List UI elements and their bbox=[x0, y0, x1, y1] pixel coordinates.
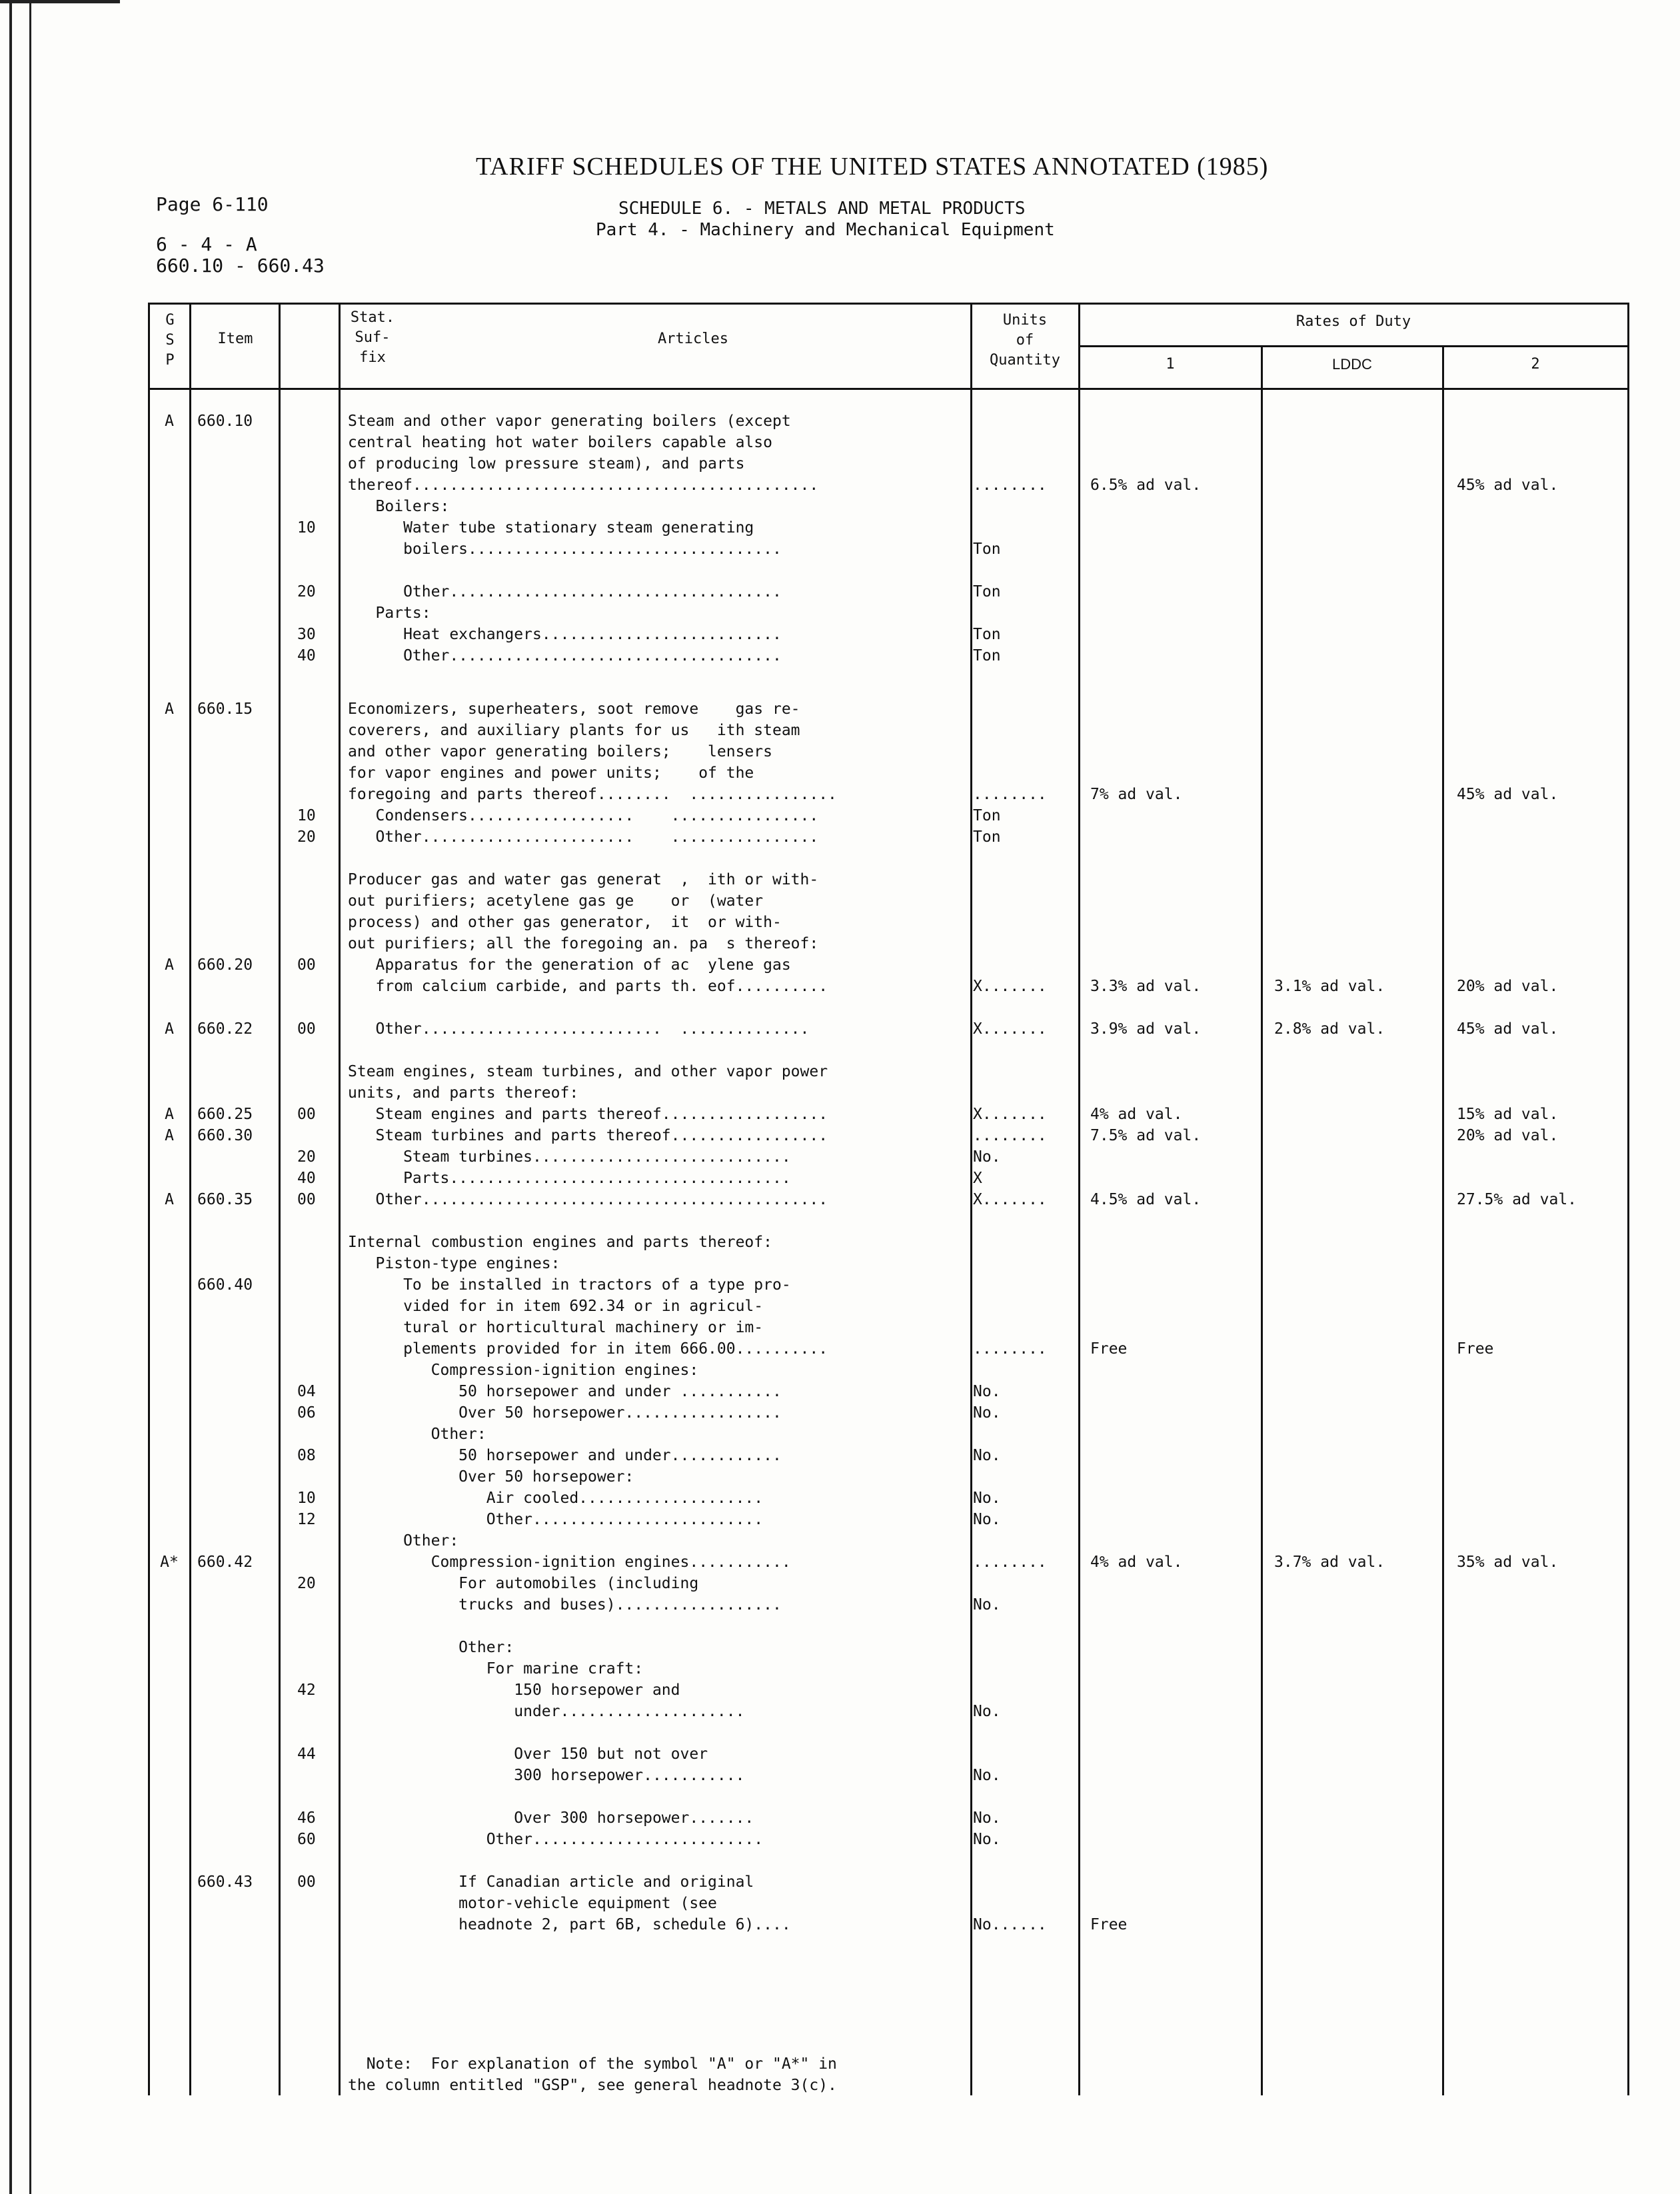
stat-suffix: 20 bbox=[297, 1148, 316, 1166]
main-title: TARIFF SCHEDULES OF THE UNITED STATES ANNOTATED (1985) bbox=[476, 153, 1269, 181]
binder-line-right bbox=[29, 0, 31, 2194]
article-text: Boilers: bbox=[348, 498, 450, 515]
units-cell: Ton bbox=[973, 647, 1001, 664]
col-border-gsp bbox=[189, 303, 191, 2095]
units-cell: Ton bbox=[973, 828, 1001, 846]
units-cell: No. bbox=[973, 1383, 1001, 1400]
units-cell: No. bbox=[973, 1490, 1001, 1507]
article-text: out purifiers; all the foregoing an. pa s thereof: bbox=[348, 935, 819, 952]
rate-col-1: Free bbox=[1090, 1340, 1128, 1358]
col-border-left bbox=[148, 303, 150, 2095]
article-text: Heat exchangers.......................... bbox=[348, 626, 782, 643]
article-text: For automobiles (including bbox=[348, 1575, 699, 1592]
table-top-border bbox=[148, 303, 1629, 305]
header-stat: Stat. Suf- fix bbox=[350, 309, 395, 366]
article-text: boilers.................................. bbox=[348, 541, 782, 558]
stat-suffix: 30 bbox=[297, 626, 316, 643]
units-cell: No. bbox=[973, 1404, 1001, 1422]
stat-suffix: 04 bbox=[297, 1383, 316, 1400]
rate-col-2: 45% ad val. bbox=[1457, 1020, 1559, 1038]
rate-col-2: 20% ad val. bbox=[1457, 978, 1559, 995]
article-text: 300 horsepower........... bbox=[348, 1767, 745, 1784]
article-text: tural or horticultural machinery or im- bbox=[348, 1319, 764, 1336]
rate-col-2: 27.5% ad val. bbox=[1457, 1191, 1577, 1208]
header-item: Item bbox=[217, 331, 253, 347]
article-text: Producer gas and water gas generat , ith or with- bbox=[348, 871, 819, 888]
units-cell: X....... bbox=[973, 978, 1047, 995]
article-text: Over 50 horsepower................. bbox=[348, 1404, 782, 1422]
item-number: 660.30 bbox=[197, 1127, 253, 1144]
article-text: Other: bbox=[348, 1532, 459, 1550]
item-number: 660.42 bbox=[197, 1554, 253, 1571]
article-text: Compression-ignition engines........... bbox=[348, 1554, 791, 1571]
units-cell: ........ bbox=[973, 1554, 1047, 1571]
rate-col-1: 7% ad val. bbox=[1090, 786, 1183, 803]
rate-col-2: 20% ad val. bbox=[1457, 1127, 1559, 1144]
units-cell: No...... bbox=[973, 1916, 1047, 1933]
units-cell: X....... bbox=[973, 1191, 1047, 1208]
header-rates-of-duty: Rates of Duty bbox=[1295, 313, 1411, 330]
units-cell: ........ bbox=[973, 477, 1047, 494]
rate-col-1: 6.5% ad val. bbox=[1090, 477, 1202, 494]
units-cell: ........ bbox=[973, 1340, 1047, 1358]
article-text: Other.................................... bbox=[348, 647, 782, 664]
article-text: process) and other gas generator, it or with- bbox=[348, 914, 782, 931]
item-number: 660.40 bbox=[197, 1276, 253, 1294]
units-cell: Ton bbox=[973, 626, 1001, 643]
units-cell: No. bbox=[973, 1809, 1001, 1827]
col-border-rate1 bbox=[1261, 345, 1263, 2095]
article-text: Steam turbines and parts thereof................. bbox=[348, 1127, 828, 1144]
item-range: 660.10 - 660.43 bbox=[156, 255, 325, 277]
article-text: Other......................... bbox=[348, 1511, 764, 1528]
item-number: 660.25 bbox=[197, 1106, 253, 1123]
stat-suffix: 46 bbox=[297, 1809, 316, 1827]
article-text: out purifiers; acetylene gas ge or (water bbox=[348, 892, 764, 910]
article-text: and other vapor generating boilers; lensers bbox=[348, 743, 772, 760]
item-number: 660.10 bbox=[197, 413, 253, 430]
gsp-cell: A bbox=[165, 700, 174, 718]
stat-suffix: 00 bbox=[297, 1020, 316, 1038]
gsp-cell: A bbox=[165, 1191, 174, 1208]
article-text: for vapor engines and power units; of the bbox=[348, 764, 754, 782]
stat-suffix: 00 bbox=[297, 1873, 316, 1891]
article-text: Economizers, superheaters, soot remove gas re- bbox=[348, 700, 800, 718]
header-units: Units of Quantity bbox=[990, 312, 1060, 369]
col-border-stat bbox=[339, 303, 341, 2095]
article-text: thereof............................................ bbox=[348, 477, 819, 494]
article-text: Steam turbines............................ bbox=[348, 1148, 791, 1166]
article-text: motor-vehicle equipment (see bbox=[348, 1895, 717, 1912]
stat-suffix: 60 bbox=[297, 1831, 316, 1848]
article-text: 150 horsepower and bbox=[348, 1681, 680, 1699]
header-gsp: G S P bbox=[165, 312, 175, 369]
page-number: Page 6-110 bbox=[156, 193, 269, 215]
header-rate-col-2: 2 bbox=[1531, 356, 1540, 373]
article-text: Parts..................................... bbox=[348, 1170, 791, 1187]
header-bottom-border bbox=[148, 388, 1629, 390]
units-cell: No. bbox=[973, 1831, 1001, 1848]
stat-suffix: 00 bbox=[297, 956, 316, 974]
article-text: To be installed in tractors of a type pro- bbox=[348, 1276, 791, 1294]
article-text: Other.......................... .............. bbox=[348, 1020, 810, 1038]
gsp-cell: A bbox=[165, 1127, 174, 1144]
col-border-item bbox=[279, 303, 281, 2095]
rate-col-2: 15% ad val. bbox=[1457, 1106, 1559, 1123]
article-text: Over 300 horsepower....... bbox=[348, 1809, 754, 1827]
article-text: Steam and other vapor generating boilers (except bbox=[348, 413, 791, 430]
stat-suffix: 40 bbox=[297, 1170, 316, 1187]
rate-col-1: 4% ad val. bbox=[1090, 1106, 1183, 1123]
units-cell: No. bbox=[973, 1511, 1001, 1528]
part-title: Part 4. - Machinery and Mechanical Equipment bbox=[596, 220, 1055, 240]
article-text: For marine craft: bbox=[348, 1660, 644, 1677]
footnote-line-2: the column entitled "GSP", see general headnote 3(c). bbox=[348, 2077, 837, 2094]
stat-suffix: 06 bbox=[297, 1404, 316, 1422]
article-text: Piston-type engines: bbox=[348, 1255, 560, 1272]
rate-col-1: 4.5% ad val. bbox=[1090, 1191, 1202, 1208]
gsp-cell: A bbox=[165, 413, 174, 430]
schedule-title: SCHEDULE 6. - METALS AND METAL PRODUCTS bbox=[618, 199, 1026, 219]
units-cell: No. bbox=[973, 1596, 1001, 1614]
stat-suffix: 10 bbox=[297, 1490, 316, 1507]
stat-suffix: 42 bbox=[297, 1681, 316, 1699]
stat-suffix: 00 bbox=[297, 1106, 316, 1123]
article-text: vided for in item 692.34 or in agricul- bbox=[348, 1298, 764, 1315]
rate-col-2: 45% ad val. bbox=[1457, 786, 1559, 803]
article-text: trucks and buses).................. bbox=[348, 1596, 782, 1614]
article-text: foregoing and parts thereof........ ................ bbox=[348, 786, 837, 803]
rate-col-1: Free bbox=[1090, 1916, 1128, 1933]
col-border-articles bbox=[970, 303, 972, 2095]
article-text: Other............................................ bbox=[348, 1191, 828, 1208]
article-text: headnote 2, part 6B, schedule 6).... bbox=[348, 1916, 791, 1933]
article-text: Parts: bbox=[348, 604, 431, 622]
units-cell: Ton bbox=[973, 583, 1001, 600]
stat-suffix: 20 bbox=[297, 583, 316, 600]
units-cell: ........ bbox=[973, 1127, 1047, 1144]
stat-suffix: 00 bbox=[297, 1191, 316, 1208]
rate-col-1: 3.3% ad val. bbox=[1090, 978, 1202, 995]
units-cell: No. bbox=[973, 1447, 1001, 1464]
col-border-units bbox=[1078, 303, 1080, 2095]
rate-col-1: 7.5% ad val. bbox=[1090, 1127, 1202, 1144]
article-text: Other......................... bbox=[348, 1831, 764, 1848]
article-text: of producing low pressure steam), and parts bbox=[348, 455, 745, 473]
stat-suffix: 08 bbox=[297, 1447, 316, 1464]
stat-suffix: 40 bbox=[297, 647, 316, 664]
gsp-cell: A* bbox=[160, 1554, 179, 1571]
item-number: 660.43 bbox=[197, 1873, 253, 1891]
article-text: Compression-ignition engines: bbox=[348, 1362, 699, 1379]
article-text: Over 150 but not over bbox=[348, 1745, 708, 1763]
stat-suffix: 10 bbox=[297, 807, 316, 824]
article-text: under.................... bbox=[348, 1703, 745, 1720]
article-text: units, and parts thereof: bbox=[348, 1084, 579, 1102]
rate-lddc: 2.8% ad val. bbox=[1274, 1020, 1385, 1038]
article-text: Other....................... ................ bbox=[348, 828, 819, 846]
rate-col-1: 4% ad val. bbox=[1090, 1554, 1183, 1571]
rate-lddc: 3.1% ad val. bbox=[1274, 978, 1385, 995]
article-text: Steam engines and parts thereof.................. bbox=[348, 1106, 828, 1123]
rate-col-2: 35% ad val. bbox=[1457, 1554, 1559, 1571]
item-number: 660.15 bbox=[197, 700, 253, 718]
rate-col-2: 45% ad val. bbox=[1457, 477, 1559, 494]
article-text: Apparatus for the generation of ac ylene gas bbox=[348, 956, 791, 974]
item-number: 660.22 bbox=[197, 1020, 253, 1038]
gsp-cell: A bbox=[165, 1020, 174, 1038]
stat-suffix: 20 bbox=[297, 828, 316, 846]
footnote-line-1: Note: For explanation of the symbol "A" or "A*" in bbox=[348, 2055, 837, 2073]
gsp-cell: A bbox=[165, 956, 174, 974]
col-border-right bbox=[1627, 303, 1629, 2095]
units-cell: X....... bbox=[973, 1106, 1047, 1123]
header-articles: Articles bbox=[658, 331, 728, 347]
units-cell: No. bbox=[973, 1767, 1001, 1784]
article-text: Other: bbox=[348, 1639, 514, 1656]
stat-suffix: 20 bbox=[297, 1575, 316, 1592]
article-text: Condensers.................. ................ bbox=[348, 807, 819, 824]
article-text: 50 horsepower and under............ bbox=[348, 1447, 782, 1464]
article-text: Steam engines, steam turbines, and other vapor power bbox=[348, 1063, 828, 1080]
item-number: 660.20 bbox=[197, 956, 253, 974]
units-cell: No. bbox=[973, 1148, 1001, 1166]
units-cell: Ton bbox=[973, 541, 1001, 558]
rate-col-1: 3.9% ad val. bbox=[1090, 1020, 1202, 1038]
binder-line-left bbox=[9, 0, 12, 2194]
stat-suffix: 10 bbox=[297, 519, 316, 537]
article-text: central heating hot water boilers capable also bbox=[348, 434, 772, 451]
article-text: from calcium carbide, and parts th. eof.......... bbox=[348, 978, 828, 995]
units-cell: X....... bbox=[973, 1020, 1047, 1038]
rates-header-divider bbox=[1078, 345, 1629, 347]
col-border-lddc bbox=[1442, 345, 1444, 2095]
section-code: 6 - 4 - A bbox=[156, 233, 257, 255]
article-text: If Canadian article and original bbox=[348, 1873, 754, 1891]
article-text: Internal combustion engines and parts thereof: bbox=[348, 1234, 772, 1251]
article-text: Air cooled.................... bbox=[348, 1490, 764, 1507]
article-text: Other: bbox=[348, 1426, 486, 1443]
article-text: Over 50 horsepower: bbox=[348, 1468, 634, 1486]
binder-top-edge bbox=[0, 0, 120, 3]
article-text: Other.................................... bbox=[348, 583, 782, 600]
stat-suffix: 44 bbox=[297, 1745, 316, 1763]
stat-suffix: 12 bbox=[297, 1511, 316, 1528]
units-cell: ........ bbox=[973, 786, 1047, 803]
units-cell: Ton bbox=[973, 807, 1001, 824]
header-rate-col-1: 1 bbox=[1166, 356, 1175, 373]
units-cell: X bbox=[973, 1170, 982, 1187]
header-rate-lddc: LDDC bbox=[1332, 356, 1372, 373]
gsp-cell: A bbox=[165, 1106, 174, 1123]
article-text: coverers, and auxiliary plants for us ith steam bbox=[348, 722, 800, 739]
item-number: 660.35 bbox=[197, 1191, 253, 1208]
rate-lddc: 3.7% ad val. bbox=[1274, 1554, 1385, 1571]
article-text: plements provided for in item 666.00.......... bbox=[348, 1340, 828, 1358]
units-cell: No. bbox=[973, 1703, 1001, 1720]
article-text: Water tube stationary steam generating bbox=[348, 519, 754, 537]
rate-col-2: Free bbox=[1457, 1340, 1494, 1358]
article-text: 50 horsepower and under ........... bbox=[348, 1383, 782, 1400]
